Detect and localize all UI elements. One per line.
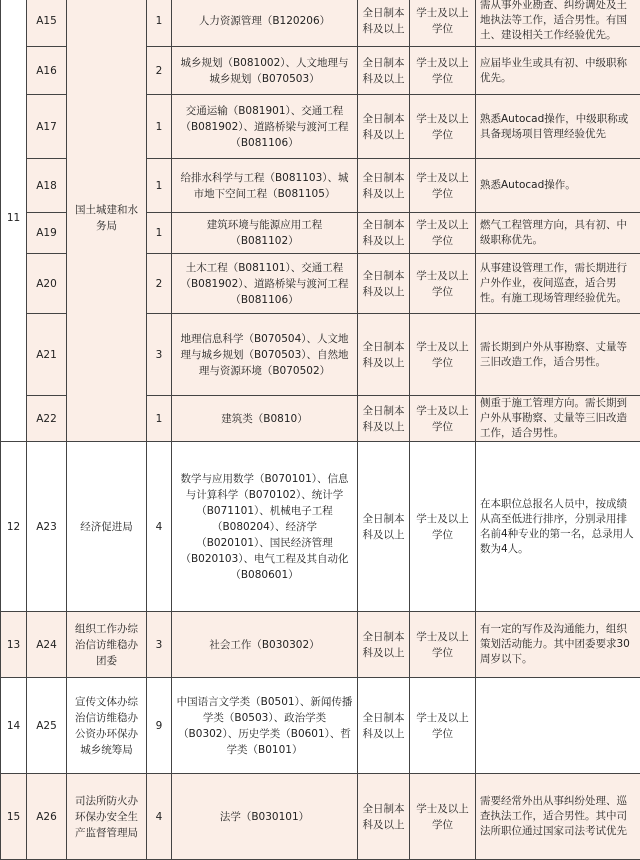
degree: 学士及以上学位 — [410, 678, 476, 774]
requirements: 燃气工程管理方向，具有初、中级职称优先。 — [476, 213, 640, 254]
major: 社会工作（B030302） — [172, 612, 358, 678]
degree: 学士及以上学位 — [410, 0, 476, 47]
education: 全日制本科及以上 — [358, 774, 410, 860]
degree: 学士及以上学位 — [410, 774, 476, 860]
degree: 学士及以上学位 — [410, 612, 476, 678]
requirements: 在本职位总报名人员中，按成绩从高至低进行排序，分别录用排名前4种专业的第一名，总录用人数为4人。 — [476, 442, 640, 612]
major: 土木工程（B081101）、交通工程（B081902）、道路桥梁与渡河工程（B081106） — [172, 254, 358, 314]
hire-count: 2 — [147, 254, 172, 314]
position-code: A19 — [27, 213, 67, 254]
table-row — [1, 678, 640, 774]
major: 数学与应用数学（B070101）、信息与计算科学（B070102）、统计学（B071101）、机械电子工程（B080204）、经济学（B020101）、国民经济管理（B020103）、电气工程及其自动化（B080601） — [172, 442, 358, 612]
major: 建筑类（B0810） — [172, 396, 358, 442]
department: 司法所防火办环保办安全生产监督管理局 — [67, 774, 147, 860]
requirements: 熟悉Autocad操作，中级职称或具备现场项目管理经验优先 — [476, 95, 640, 159]
position-code: A21 — [27, 314, 67, 396]
education: 全日制本科及以上 — [358, 612, 410, 678]
requirements: 侧重于施工管理方向。需长期到户外从事勘察、丈量等三旧改造工作，适合男性。 — [476, 396, 640, 442]
requirements: 需要经常外出从事纠纷处理、巡查执法工作，适合男性。其中司法所职位通过国家司法考试优先 — [476, 774, 640, 860]
major: 给排水科学与工程（B081103）、城市地下空间工程（B081105） — [172, 159, 358, 213]
requirements: 应届毕业生或具有初、中级职称优先。 — [476, 47, 640, 95]
table-row — [1, 774, 640, 860]
requirements: 需从事外业勘查、纠纷调处及土地执法等工作，适合男性。有国土、建设相关工作经验优先。 — [476, 0, 640, 47]
position-code: A22 — [27, 396, 67, 442]
department: 组织工作办综治信访维稳办团委 — [67, 612, 147, 678]
education: 全日制本科及以上 — [358, 396, 410, 442]
education: 全日制本科及以上 — [358, 254, 410, 314]
major: 交通运输（B081901）、交通工程（B081902）、道路桥梁与渡河工程（B081106） — [172, 95, 358, 159]
degree: 学士及以上学位 — [410, 213, 476, 254]
major: 建筑环境与能源应用工程（B081102） — [172, 213, 358, 254]
hire-count: 1 — [147, 396, 172, 442]
requirements: 需长期到户外从事勘察、丈量等三旧改造工作，适合男性。 — [476, 314, 640, 396]
position-code: A23 — [27, 442, 67, 612]
hire-count: 1 — [147, 159, 172, 213]
department: 国土城建和水务局 — [67, 0, 147, 442]
degree: 学士及以上学位 — [410, 314, 476, 396]
education: 全日制本科及以上 — [358, 678, 410, 774]
position-code: A16 — [27, 47, 67, 95]
group-number: 12 — [1, 442, 27, 612]
position-code: A24 — [27, 612, 67, 678]
department: 宣传文体办综治信访维稳办公资办环保办城乡统筹局 — [67, 678, 147, 774]
table-row — [1, 442, 640, 612]
position-code: A25 — [27, 678, 67, 774]
hire-count: 9 — [147, 678, 172, 774]
hire-count: 1 — [147, 213, 172, 254]
education: 全日制本科及以上 — [358, 0, 410, 47]
degree: 学士及以上学位 — [410, 159, 476, 213]
hire-count: 1 — [147, 0, 172, 47]
hire-count: 4 — [147, 442, 172, 612]
table-row — [1, 612, 640, 678]
position-code: A20 — [27, 254, 67, 314]
major: 城乡规划（B081002）、人文地理与城乡规划（B070503） — [172, 47, 358, 95]
department: 经济促进局 — [67, 442, 147, 612]
major: 中国语言文学类（B0501）、新闻传播学类（B0503）、政治学类（B0302）、历史学类（B0601）、哲学类（B0101） — [172, 678, 358, 774]
education: 全日制本科及以上 — [358, 314, 410, 396]
table-row — [1, 0, 640, 47]
requirements — [476, 678, 640, 774]
major: 人力资源管理（B120206） — [172, 0, 358, 47]
requirements: 熟悉Autocad操作。 — [476, 159, 640, 213]
degree: 学士及以上学位 — [410, 95, 476, 159]
degree: 学士及以上学位 — [410, 254, 476, 314]
degree: 学士及以上学位 — [410, 47, 476, 95]
position-code: A18 — [27, 159, 67, 213]
education: 全日制本科及以上 — [358, 442, 410, 612]
hire-count: 1 — [147, 95, 172, 159]
group-number: 13 — [1, 612, 27, 678]
degree: 学士及以上学位 — [410, 442, 476, 612]
hire-count: 3 — [147, 314, 172, 396]
group-number: 11 — [1, 0, 27, 442]
group-number: 15 — [1, 774, 27, 860]
education: 全日制本科及以上 — [358, 213, 410, 254]
requirements: 从事建设管理工作，需长期进行户外作业，夜间巡查，适合男性。有施工现场管理经验优先。 — [476, 254, 640, 314]
position-code: A15 — [27, 0, 67, 47]
hire-count: 4 — [147, 774, 172, 860]
group-number: 14 — [1, 678, 27, 774]
hire-count: 3 — [147, 612, 172, 678]
education: 全日制本科及以上 — [358, 47, 410, 95]
major: 法学（B030101） — [172, 774, 358, 860]
education: 全日制本科及以上 — [358, 159, 410, 213]
hire-count: 2 — [147, 47, 172, 95]
position-code: A17 — [27, 95, 67, 159]
education: 全日制本科及以上 — [358, 95, 410, 159]
major: 地理信息科学（B070504）、人文地理与城乡规划（B070503）、自然地理与资源环境（B070502） — [172, 314, 358, 396]
position-code: A26 — [27, 774, 67, 860]
degree: 学士及以上学位 — [410, 396, 476, 442]
requirements: 有一定的写作及沟通能力，组织策划活动能力。其中团委要求30周岁以下。 — [476, 612, 640, 678]
